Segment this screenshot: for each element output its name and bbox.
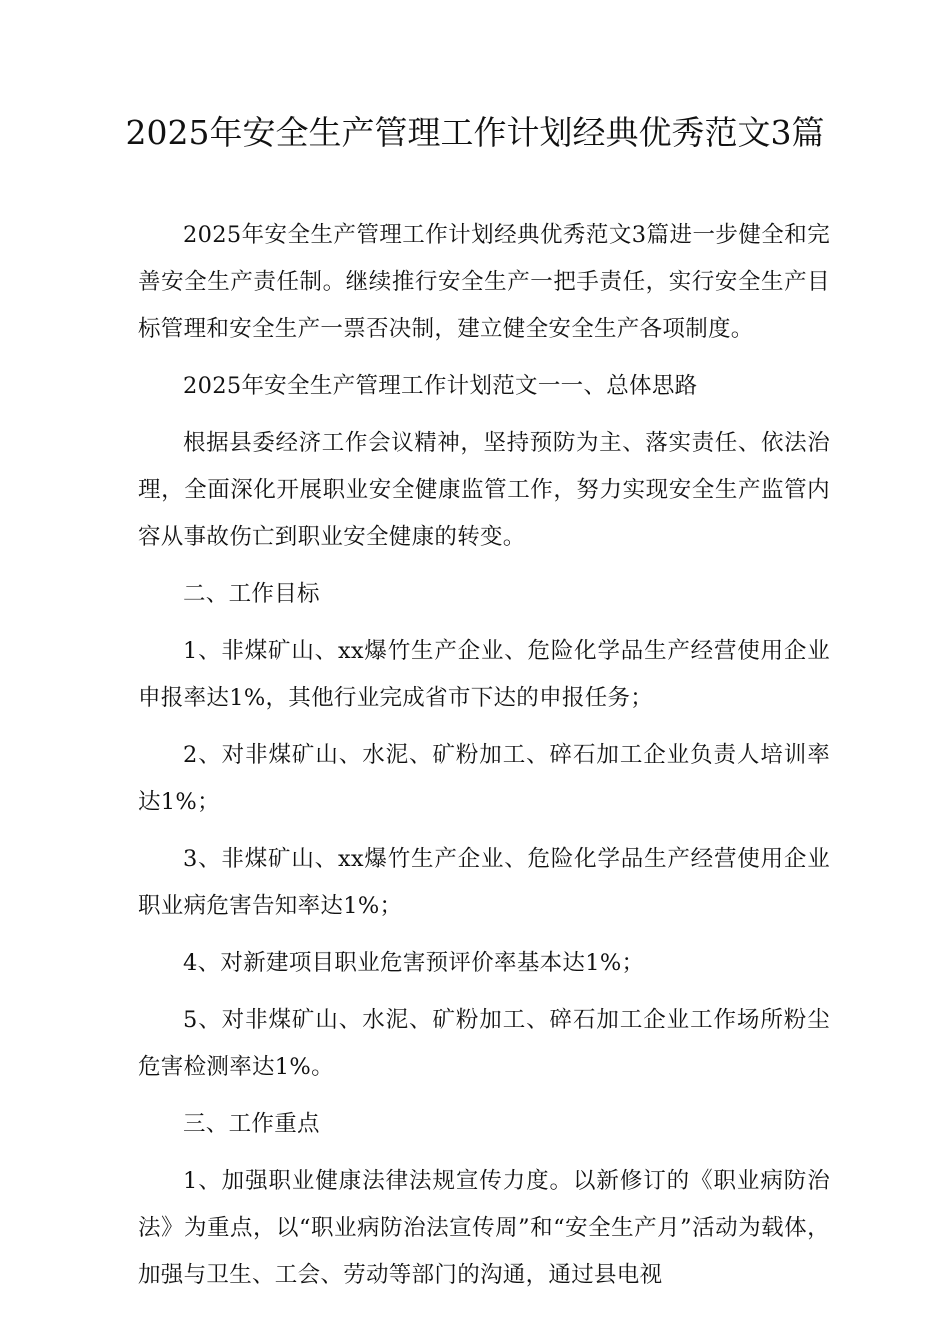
paragraph-goal-1: 1、非煤矿山、xx爆竹生产企业、危险化学品生产经营使用企业申报率达1%，其他行业完成省市下达的申报任务； xyxy=(138,638,830,711)
paragraph-intro: 2025年安全生产管理工作计划经典优秀范文3篇进一步健全和完善安全生产责任制。继续推行安全生产一把手责任，实行安全生产目标管理和安全生产一票否决制，建立健全安全生产各项制度。 xyxy=(138,222,830,342)
paragraph-heading-work-focus: 三、工作重点 xyxy=(183,1111,320,1137)
paragraph-goal-5: 5、对非煤矿山、水泥、矿粉加工、碎石加工企业工作场所粉尘危害检测率达1%。 xyxy=(138,1007,830,1080)
paragraph-focus-1: 1、加强职业健康法律法规宣传力度。以新修订的《职业病防治法》为重点，以“职业病防治法宣传周”和“安全生产月”活动为载体，加强与卫生、工会、劳动等部门的沟通，通过县电视 xyxy=(138,1168,830,1288)
paragraph-heading-overall-approach: 2025年安全生产管理工作计划范文一一、总体思路 xyxy=(183,373,698,399)
paragraph-goal-4: 4、对新建项目职业危害预评价率基本达1%； xyxy=(183,950,645,976)
paragraph-goal-2: 2、对非煤矿山、水泥、矿粉加工、碎石加工企业负责人培训率达1%； xyxy=(138,742,830,815)
document-title: 2025年安全生产管理工作计划经典优秀范文3篇 xyxy=(125,113,825,152)
paragraph-goal-3: 3、非煤矿山、xx爆竹生产企业、危险化学品生产经营使用企业职业病危害告知率达1%； xyxy=(138,846,830,919)
paragraph-heading-work-goals: 二、工作目标 xyxy=(183,581,320,607)
document-body xyxy=(138,212,830,1309)
paragraph-overall-approach: 根据县委经济工作会议精神，坚持预防为主、落实责任、依法治理，全面深化开展职业安全健康监管工作，努力实现安全生产监管内容从事故伤亡到职业安全健康的转变。 xyxy=(138,430,830,550)
